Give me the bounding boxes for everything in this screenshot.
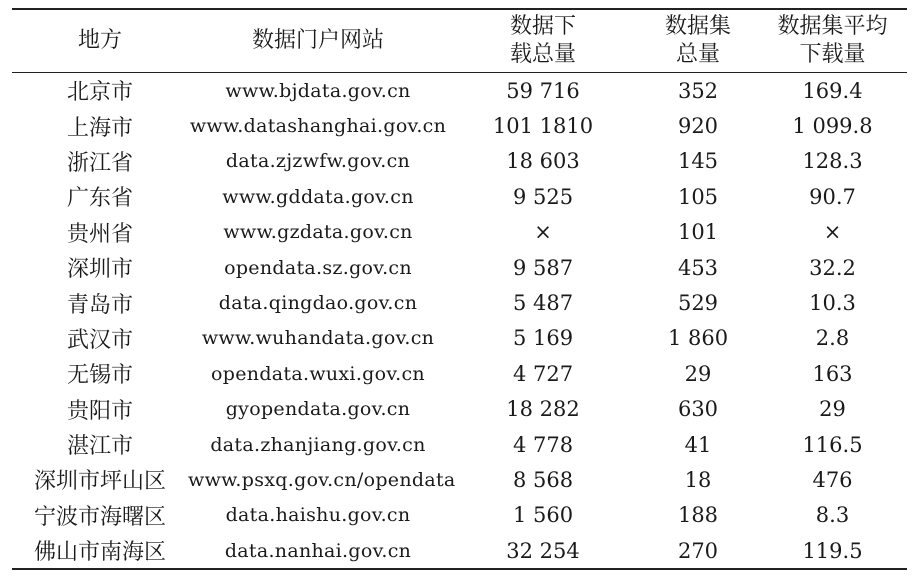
cell-total-datasets: 529 bbox=[677, 291, 719, 316]
cell-total-datasets: 453 bbox=[677, 255, 719, 280]
data-portal-table bbox=[12, 8, 907, 570]
cell-total-datasets: 920 bbox=[677, 114, 719, 139]
cell-average-downloads: 10.3 bbox=[809, 291, 856, 316]
cell-region: 贵阳市 bbox=[66, 398, 133, 424]
cell-region: 深圳市 bbox=[66, 257, 133, 283]
cell-portal-site: www.bjdata.gov.cn bbox=[225, 79, 411, 102]
cell-total-downloads: 59 716 bbox=[506, 78, 580, 103]
table-row bbox=[12, 250, 907, 285]
cell-total-downloads: 9 587 bbox=[512, 255, 574, 280]
header-row bbox=[12, 9, 907, 73]
cell-total-datasets: 630 bbox=[677, 397, 719, 422]
table-row bbox=[12, 144, 907, 179]
cell-average-downloads: 116.5 bbox=[802, 432, 863, 457]
table-row bbox=[12, 321, 907, 356]
table-row bbox=[12, 356, 907, 391]
cell-average-downloads: 29 bbox=[819, 397, 846, 422]
cell-region: 上海市 bbox=[66, 115, 133, 141]
cell-total-datasets: 352 bbox=[677, 78, 719, 103]
cell-total-downloads: 18 603 bbox=[506, 149, 580, 174]
cell-total-downloads: 5 487 bbox=[512, 291, 574, 316]
cell-total-datasets: 188 bbox=[677, 503, 719, 528]
cell-total-downloads: 32 254 bbox=[506, 538, 580, 563]
table-header bbox=[12, 9, 907, 73]
header-region: 地方 bbox=[77, 28, 122, 53]
cell-portal-site: www.gddata.gov.cn bbox=[222, 185, 414, 208]
cell-total-datasets: 41 bbox=[684, 432, 712, 457]
cell-total-downloads: 8 568 bbox=[512, 467, 574, 492]
cell-region: 贵州省 bbox=[66, 221, 133, 247]
cell-portal-site: opendata.sz.gov.cn bbox=[224, 256, 412, 279]
cell-total-datasets: 270 bbox=[677, 538, 719, 563]
cell-portal-site: opendata.wuxi.gov.cn bbox=[211, 362, 425, 385]
cell-region: 北京市 bbox=[66, 80, 133, 106]
header-total-downloads: 数据下 载总量 bbox=[509, 14, 576, 67]
table-row bbox=[12, 498, 907, 533]
cell-total-downloads: 5 169 bbox=[512, 326, 574, 351]
cell-total-datasets: 29 bbox=[684, 361, 712, 386]
cell-total-downloads: 9 525 bbox=[512, 184, 574, 209]
cell-average-downloads: 128.3 bbox=[802, 149, 863, 174]
cell-average-downloads: 119.5 bbox=[802, 538, 863, 563]
cell-region: 武汉市 bbox=[66, 327, 133, 353]
cell-total-datasets: 18 bbox=[684, 467, 712, 492]
cell-total-datasets: 101 bbox=[677, 220, 719, 245]
table-body bbox=[12, 73, 907, 570]
cell-region: 浙江省 bbox=[66, 150, 133, 176]
cell-total-datasets: 105 bbox=[677, 184, 719, 209]
cell-average-downloads: 8.3 bbox=[815, 503, 850, 528]
cell-average-downloads: 163 bbox=[812, 361, 853, 386]
cell-total-downloads: 4 727 bbox=[512, 361, 574, 386]
cell-region: 无锡市 bbox=[66, 363, 133, 389]
header-average-downloads: 数据集平均 下载量 bbox=[777, 14, 888, 67]
cell-total-downloads: 18 282 bbox=[506, 397, 580, 422]
cell-portal-site: data.nanhai.gov.cn bbox=[224, 539, 412, 562]
cell-average-downloads: 1 099.8 bbox=[792, 114, 873, 139]
table-row bbox=[12, 392, 907, 427]
table-row bbox=[12, 215, 907, 250]
cell-total-datasets: 145 bbox=[677, 149, 719, 174]
cell-region: 青岛市 bbox=[66, 292, 133, 318]
cell-average-downloads: 90.7 bbox=[809, 184, 856, 209]
cell-average-downloads: 169.4 bbox=[802, 78, 863, 103]
table-row bbox=[12, 179, 907, 214]
cell-average-downloads: 32.2 bbox=[809, 255, 856, 280]
cell-total-downloads: 4 778 bbox=[512, 432, 574, 457]
cell-region: 湛江市 bbox=[66, 434, 133, 460]
cell-portal-site: data.haishu.gov.cn bbox=[225, 504, 411, 527]
cell-average-downloads: 476 bbox=[812, 467, 853, 492]
table-row bbox=[12, 533, 907, 569]
cell-region: 佛山市南海区 bbox=[33, 540, 166, 566]
table-row bbox=[12, 427, 907, 462]
cell-region: 深圳市坪山区 bbox=[33, 469, 166, 495]
cell-portal-site: www.psxq.gov.cn/opendata bbox=[188, 468, 456, 491]
table-row bbox=[12, 285, 907, 320]
table-row bbox=[12, 73, 907, 109]
table-row bbox=[12, 462, 907, 497]
cell-total-downloads: × bbox=[534, 220, 552, 245]
cell-portal-site: www.datashanghai.gov.cn bbox=[189, 115, 447, 138]
cell-average-downloads: × bbox=[823, 220, 842, 245]
table-row bbox=[12, 108, 907, 143]
cell-portal-site: data.zjzwfw.gov.cn bbox=[225, 150, 411, 173]
cell-total-datasets: 1 860 bbox=[667, 326, 729, 351]
cell-portal-site: data.qingdao.gov.cn bbox=[218, 292, 418, 315]
cell-portal-site: data.zhanjiang.gov.cn bbox=[210, 433, 426, 456]
cell-portal-site: www.gzdata.gov.cn bbox=[223, 221, 413, 244]
cell-average-downloads: 2.8 bbox=[815, 326, 850, 351]
cell-total-downloads: 1 560 bbox=[512, 503, 574, 528]
cell-portal-site: www.wuhandata.gov.cn bbox=[201, 327, 435, 350]
cell-region: 宁波市海曙区 bbox=[33, 504, 166, 530]
header-portal-site: 数据门户网站 bbox=[251, 28, 384, 53]
cell-portal-site: gyopendata.gov.cn bbox=[225, 398, 411, 421]
header-total-datasets: 数据集 总量 bbox=[664, 14, 731, 67]
cell-region: 广东省 bbox=[66, 186, 133, 212]
cell-total-downloads: 101 1810 bbox=[492, 114, 594, 139]
